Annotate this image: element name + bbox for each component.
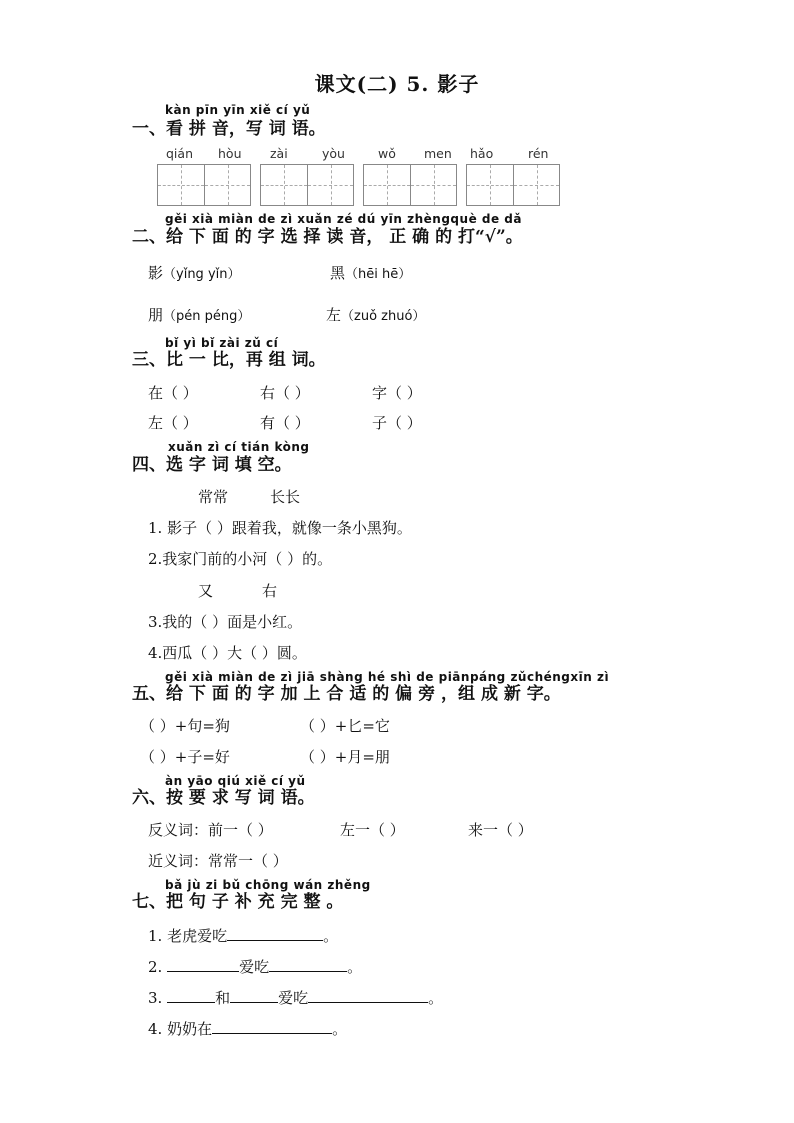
s5-row2-item-2[interactable]: （ ）+月=朋 — [300, 748, 390, 766]
page-title: 课文(二) 5. 影子 — [314, 72, 480, 96]
s2-item-1[interactable] — [148, 262, 241, 283]
section-1-pinyin: kàn pīn yīn xiě cí yǔ — [165, 103, 311, 117]
writing-grid-1[interactable] — [157, 164, 251, 206]
s7-q3-and: 和 — [215, 989, 231, 1007]
s6-antonym-1[interactable]: 反义词：前一（ ） — [148, 821, 273, 839]
s7-q2-end: 。 — [347, 958, 363, 976]
section-6-pinyin: àn yāo qiú xiě cí yǔ — [165, 774, 306, 788]
s2-item-3-char: 朋 — [148, 306, 164, 324]
s2-item-1-char: 影 — [148, 264, 164, 282]
section-3-pinyin: bǐ yì bǐ zài zǔ cí — [165, 336, 279, 350]
s4-question-2[interactable]: 2.我家门前的小河（ ）的。 — [148, 550, 333, 568]
s5-row2-item-1[interactable]: （ ）+子=好 — [140, 748, 230, 766]
s7-q1-end: 。 — [323, 927, 339, 945]
s7-q2-prefix: 2. — [148, 958, 168, 976]
s2-item-4-opts: （zuǒ zhuó） — [341, 309, 426, 324]
s7-q3-prefix: 3. — [148, 989, 168, 1007]
s7-q3-blank-2[interactable] — [230, 988, 278, 1003]
s3-row2-item-2[interactable]: 有（ ） — [260, 414, 310, 432]
section-4-heading: 四、选 字 词 填 空。 — [132, 455, 292, 475]
s6-antonym-3[interactable]: 来一（ ） — [468, 821, 533, 839]
section-2-pinyin: gěi xià miàn de zì xuǎn zé dú yīn zhèngquè de dǎ — [165, 212, 522, 226]
s5-row1-item-2[interactable]: （ ）+匕=它 — [300, 717, 390, 735]
s3-row1-item-1[interactable]: 在（ ） — [148, 384, 198, 402]
grid-pinyin-5: wǒ — [378, 146, 396, 161]
section-5-pinyin: gěi xià miàn de zì jiā shàng hé shì de piānpáng zǔchéngxīn zì — [165, 670, 610, 684]
s7-q4-blank[interactable] — [212, 1019, 332, 1034]
s4-question-1[interactable]: 1. 影子（ ）跟着我，就像一条小黑狗。 — [148, 519, 412, 537]
s4-word-3: 又 — [198, 582, 214, 600]
grid-pinyin-2: hòu — [218, 146, 242, 161]
s4-question-4[interactable]: 4.西瓜（ ）大（ ）圆。 — [148, 644, 307, 662]
grid-pinyin-7: hǎo — [470, 146, 494, 161]
s4-word-1: 常常 — [198, 488, 229, 506]
s2-item-3-opts: （pén péng） — [163, 309, 251, 324]
s4-question-3[interactable]: 3.我的（ ）面是小红。 — [148, 613, 303, 631]
s3-row1-item-3[interactable]: 字（ ） — [372, 384, 422, 402]
s7-q2-blank-2[interactable] — [269, 957, 347, 972]
grid-pinyin-4: yòu — [322, 146, 345, 161]
grid-pinyin-3: zài — [270, 146, 288, 161]
s3-row2-item-1[interactable]: 左（ ） — [148, 414, 198, 432]
s7-q2-blank-1[interactable] — [167, 957, 239, 972]
s7-q3-blank-1[interactable] — [167, 988, 215, 1003]
writing-grid-3[interactable] — [363, 164, 457, 206]
s2-item-3[interactable] — [148, 304, 250, 325]
s6-synonym[interactable]: 近义词：常常一（ ） — [148, 852, 288, 870]
s7-q4-prefix: 4. 奶奶在 — [148, 1020, 213, 1038]
grid-pinyin-8: rén — [528, 146, 549, 161]
s2-item-2[interactable] — [330, 262, 411, 283]
s4-word-2: 长长 — [270, 488, 301, 506]
section-6-heading: 六、按 要 求 写 词 语。 — [132, 788, 315, 808]
section-7-pinyin: bǎ jù zi bǔ chōng wán zhěng — [165, 878, 371, 892]
s3-row2-item-3[interactable]: 子（ ） — [372, 414, 422, 432]
s4-word-4: 右 — [262, 582, 278, 600]
s3-row1-item-2[interactable]: 右（ ） — [260, 384, 310, 402]
s7-q1-prefix: 1. 老虎爱吃 — [148, 927, 228, 945]
section-5-heading: 五、给 下 面 的 字 加 上 合 适 的 偏 旁 ，组 成 新 字。 — [132, 684, 561, 704]
s7-q1-blank[interactable] — [227, 926, 323, 941]
s7-question-4[interactable] — [148, 1018, 347, 1039]
section-3-heading: 三、比 一 比，再 组 词。 — [132, 350, 326, 370]
s7-question-3[interactable] — [148, 987, 443, 1008]
s7-q3-end: 。 — [428, 989, 444, 1007]
writing-grid-2[interactable] — [260, 164, 354, 206]
s2-item-2-char: 黑 — [330, 264, 346, 282]
s7-q4-end: 。 — [332, 1020, 348, 1038]
s7-question-2[interactable] — [148, 956, 362, 977]
s6-antonym-2[interactable]: 左一（ ） — [340, 821, 405, 839]
s7-q2-mid: 爱吃 — [239, 958, 270, 976]
s7-q3-mid: 爱吃 — [278, 989, 309, 1007]
section-1-heading: 一、看 拼 音，写 词 语。 — [132, 119, 326, 139]
s5-row1-item-1[interactable]: （ ）+句=狗 — [140, 717, 230, 735]
section-2-heading: 二、给 下 面 的 字 选 择 读 音， 正 确 的 打“√”。 — [132, 227, 523, 247]
grid-pinyin-1: qián — [166, 146, 193, 161]
s2-item-2-opts: （hēi hē） — [345, 267, 412, 282]
section-4-pinyin: xuǎn zì cí tián kòng — [168, 440, 310, 454]
grid-pinyin-6: men — [424, 146, 452, 161]
s7-q3-blank-3[interactable] — [308, 988, 428, 1003]
s2-item-4-char: 左 — [326, 306, 342, 324]
s2-item-1-opts: （yǐng yǐn） — [163, 267, 241, 282]
s2-item-4[interactable] — [326, 304, 425, 325]
s7-question-1[interactable] — [148, 925, 338, 946]
writing-grid-4[interactable] — [466, 164, 560, 206]
section-7-heading: 七、把 句 子 补 充 完 整 。 — [132, 892, 344, 912]
